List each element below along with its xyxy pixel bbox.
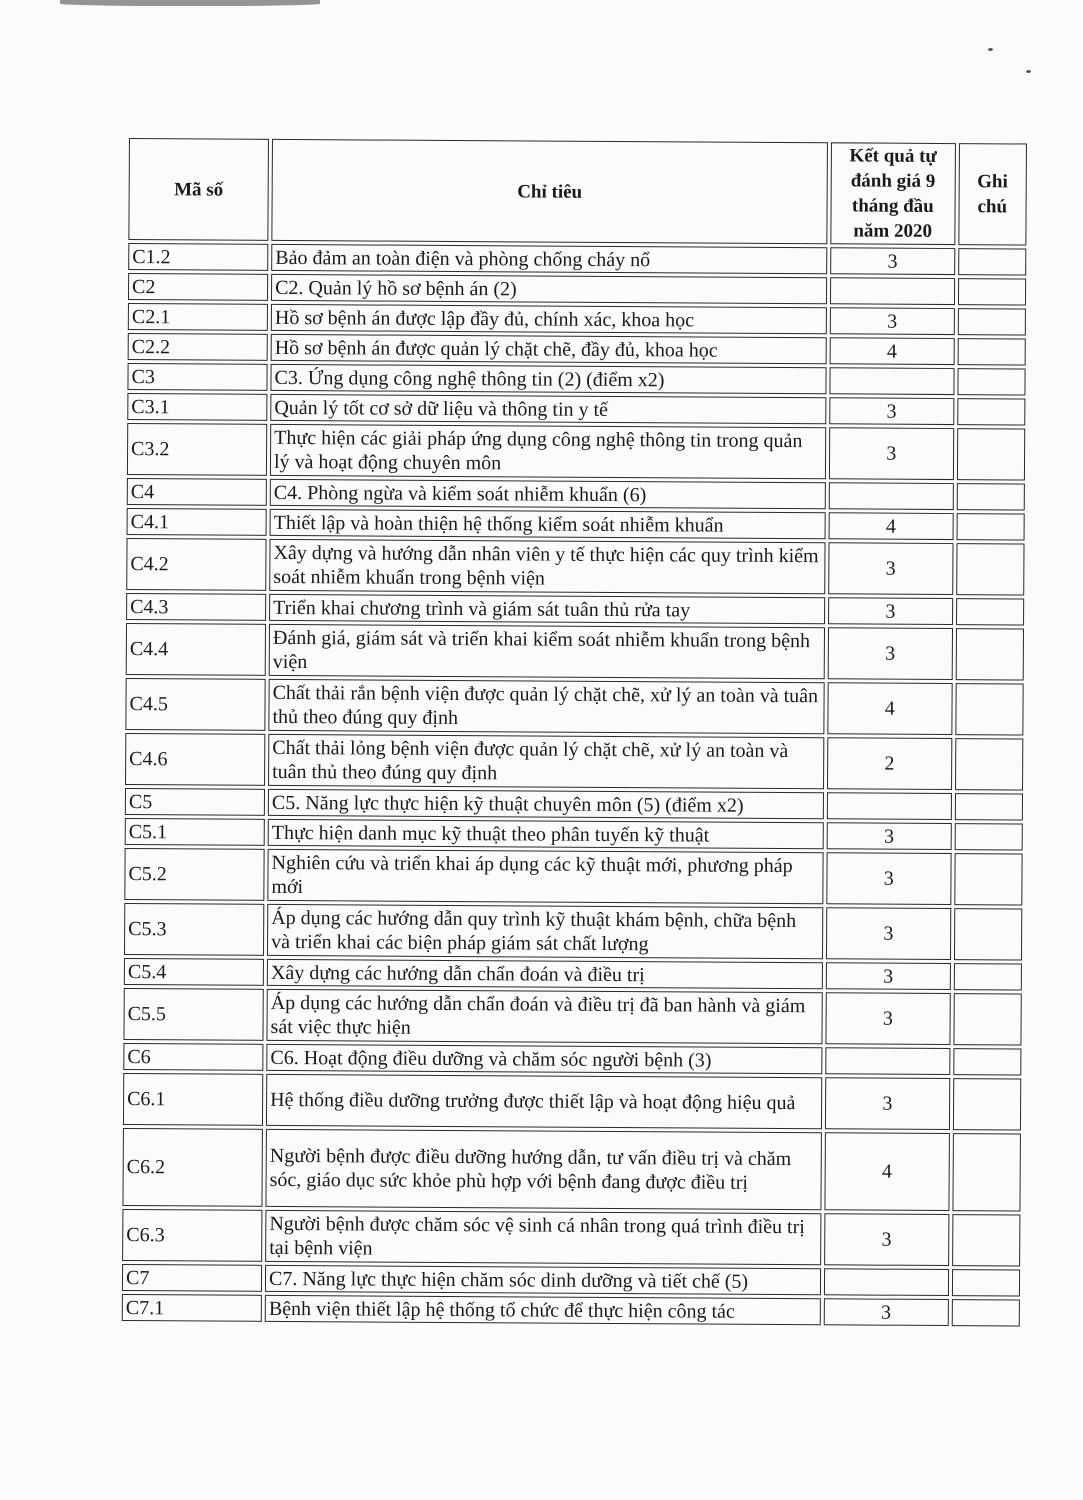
table-header-row xyxy=(128,138,1027,245)
cell-note xyxy=(956,428,1025,480)
cell-criterion: Chất thải lỏng bệnh viện được quản lý chặt chẽ, xử lý an toàn và tuân thủ theo đúng quy định xyxy=(268,734,824,789)
cell-code: C4.2 xyxy=(126,538,266,591)
table-row xyxy=(122,1294,1020,1326)
cell-score: 3 xyxy=(828,597,953,625)
cell-criterion: C4. Phòng ngừa và kiểm soát nhiễm khuẩn (6) xyxy=(270,479,826,509)
table-row xyxy=(127,508,1025,540)
table-row xyxy=(127,363,1025,395)
table-row xyxy=(124,848,1022,905)
cell-score: 3 xyxy=(824,1213,949,1266)
cell-code: C6.3 xyxy=(122,1209,262,1262)
cell-criterion: Áp dụng các hướng dẫn quy trình kỹ thuật khám bệnh, chữa bệnh và triển khai các biện pháp giám sát chất lượng xyxy=(267,904,823,959)
cell-note xyxy=(954,853,1023,905)
table-body xyxy=(122,243,1027,1326)
cell-code: C4.6 xyxy=(125,733,265,786)
cell-code: C7 xyxy=(122,1264,262,1292)
cell-code: C5.2 xyxy=(124,848,264,901)
header-result: Kết quả tự đánh giá 9 tháng đầu năm 2020 xyxy=(830,142,955,245)
table-row xyxy=(126,623,1024,680)
table-row xyxy=(127,393,1025,425)
cell-note xyxy=(957,308,1026,335)
cell-code: C5.1 xyxy=(125,818,265,846)
cell-criterion: C3. Ứng dụng công nghệ thông tin (2) (điểm x2) xyxy=(270,364,826,394)
cell-score: 3 xyxy=(828,542,953,595)
cell-score: 2 xyxy=(827,737,952,790)
table-row xyxy=(123,988,1021,1045)
cell-note xyxy=(957,398,1026,425)
scan-speck xyxy=(988,48,993,51)
cell-note xyxy=(956,543,1025,595)
cell-note xyxy=(958,248,1027,275)
cell-score: 3 xyxy=(825,992,950,1045)
table-row xyxy=(128,273,1026,305)
cell-criterion: Thiết lập và hoàn thiện hệ thống kiểm soát nhiễm khuẩn xyxy=(270,509,826,539)
cell-code: C2.1 xyxy=(128,303,268,331)
cell-note xyxy=(955,628,1024,680)
cell-note xyxy=(957,368,1026,395)
table-row xyxy=(123,1073,1021,1130)
cell-code: C4.1 xyxy=(127,508,267,536)
scan-speck xyxy=(1026,70,1031,73)
table-row xyxy=(128,243,1026,275)
cell-code: C7.1 xyxy=(122,1294,262,1322)
header-criterion: Chỉ tiêu xyxy=(271,139,828,244)
cell-code: C5.3 xyxy=(124,903,264,956)
table-row xyxy=(124,958,1022,990)
cell-code: C1.2 xyxy=(128,243,268,271)
cell-criterion: Triển khai chương trình và giám sát tuân thủ rửa tay xyxy=(269,594,825,624)
table-row xyxy=(128,303,1026,335)
cell-note xyxy=(956,513,1025,540)
cell-code: C6.2 xyxy=(122,1128,263,1207)
cell-score: 3 xyxy=(826,907,951,960)
table-row xyxy=(123,1043,1021,1075)
cell-note xyxy=(954,823,1023,850)
cell-criterion: Thực hiện danh mục kỹ thuật theo phân tuyến kỹ thuật xyxy=(268,819,824,849)
table-row xyxy=(125,818,1023,850)
cell-criterion: Nghiên cứu và triển khai áp dụng các kỹ thuật mới, phương pháp mới xyxy=(267,849,823,904)
assessment-table xyxy=(119,135,1030,1330)
cell-note xyxy=(954,793,1023,820)
cell-note xyxy=(953,908,1022,960)
cell-note xyxy=(956,483,1025,510)
cell-code: C4 xyxy=(127,478,267,506)
cell-score: 3 xyxy=(825,1077,950,1130)
cell-criterion: Người bệnh được điều dưỡng hướng dẫn, tư vấn điều trị và chăm sóc, giáo dục sức khỏe phù hợp với bệnh đang được điều trị xyxy=(265,1129,821,1210)
cell-score: 3 xyxy=(824,1298,949,1326)
cell-note xyxy=(955,738,1024,790)
cell-code: C4.5 xyxy=(125,678,265,731)
cell-score: 3 xyxy=(827,822,952,850)
table-row xyxy=(125,788,1023,820)
cell-criterion: Xây dựng các hướng dẫn chẩn đoán và điều trị xyxy=(267,959,823,989)
cell-criterion: C2. Quản lý hồ sơ bệnh án (2) xyxy=(271,274,827,304)
cell-code: C2 xyxy=(128,273,268,301)
cell-code: C4.3 xyxy=(126,593,266,621)
cell-criterion: Bệnh viện thiết lập hệ thống tổ chức để thực hiện công tác xyxy=(265,1295,821,1325)
cell-note xyxy=(957,278,1026,305)
cell-criterion: C5. Năng lực thực hiện kỹ thuật chuyên môn (5) (điểm x2) xyxy=(268,789,824,819)
cell-score: 3 xyxy=(828,627,953,680)
cell-score: 4 xyxy=(827,682,952,735)
table-row xyxy=(122,1264,1020,1296)
cell-code: C5.4 xyxy=(124,958,264,986)
cell-note xyxy=(957,338,1026,365)
cell-code: C6 xyxy=(123,1043,263,1071)
cell-criterion: Bảo đảm an toàn điện và phòng chống cháy nổ xyxy=(271,244,827,274)
table-row xyxy=(124,903,1022,960)
table-row xyxy=(125,733,1023,790)
cell-criterion: Hồ sơ bệnh án được lập đầy đủ, chính xác, khoa học xyxy=(271,304,827,334)
cell-code: C6.1 xyxy=(123,1073,263,1126)
cell-note xyxy=(953,963,1022,990)
cell-score: 3 xyxy=(830,247,955,275)
cell-note xyxy=(953,993,1022,1045)
cell-code: C3.2 xyxy=(127,423,267,476)
cell-note xyxy=(956,598,1025,625)
cell-criterion: Thực hiện các giải pháp ứng dụng công nghệ thông tin trong quản lý và hoạt động chuyên môn xyxy=(270,424,826,479)
table-row xyxy=(128,333,1026,365)
cell-criterion: Đánh giá, giám sát và triển khai kiểm soát nhiễm khuẩn trong bệnh viện xyxy=(269,624,825,679)
cell-note xyxy=(953,1048,1022,1075)
table-row xyxy=(127,478,1025,510)
cell-score xyxy=(824,1268,949,1296)
cell-code: C4.4 xyxy=(126,623,266,676)
cell-code: C3 xyxy=(127,363,267,391)
cell-note xyxy=(955,683,1024,735)
cell-score xyxy=(829,482,954,510)
table-row xyxy=(122,1128,1020,1211)
cell-score xyxy=(830,277,955,305)
table-row xyxy=(126,593,1024,625)
cell-score: 3 xyxy=(826,852,951,905)
cell-criterion: C6. Hoạt động điều dưỡng và chăm sóc người bệnh (3) xyxy=(266,1044,822,1074)
cell-score xyxy=(829,367,954,395)
table-row xyxy=(125,678,1023,735)
cell-criterion: Người bệnh được chăm sóc vệ sinh cá nhân trong quá trình điều trị tại bệnh viện xyxy=(265,1210,821,1265)
table-row xyxy=(127,423,1025,480)
cell-code: C3.1 xyxy=(127,393,267,421)
cell-score: 4 xyxy=(824,1132,949,1211)
cell-score xyxy=(825,1047,950,1075)
cell-note xyxy=(952,1214,1021,1266)
cell-criterion: Quản lý tốt cơ sở dữ liệu và thông tin y tế xyxy=(270,394,826,424)
cell-criterion: C7. Năng lực thực hiện chăm sóc dinh dưỡng và tiết chế (5) xyxy=(265,1265,821,1295)
cell-criterion: Chất thải rắn bệnh viện được quản lý chặt chẽ, xử lý an toàn và tuân thủ theo đúng quy định xyxy=(268,679,824,734)
cell-note xyxy=(952,1078,1021,1130)
cell-score: 3 xyxy=(829,397,954,425)
table-row xyxy=(126,538,1024,595)
cell-note xyxy=(952,1133,1021,1211)
scan-edge-shadow xyxy=(60,0,320,6)
table-row xyxy=(122,1209,1020,1266)
cell-criterion: Xây dựng và hướng dẫn nhân viên y tế thực hiện các quy trình kiểm soát nhiễm khuẩn trong bệnh viện xyxy=(269,539,825,594)
header-code: Mã số xyxy=(128,138,269,241)
cell-score: 3 xyxy=(829,427,954,480)
cell-score: 4 xyxy=(830,337,955,365)
header-note: Ghi chú xyxy=(958,143,1027,245)
cell-score xyxy=(827,792,952,820)
cell-score: 3 xyxy=(826,962,951,990)
cell-note xyxy=(951,1269,1020,1296)
cell-criterion: Áp dụng các hướng dẫn chẩn đoán và điều trị đã ban hành và giám sát việc thực hiện xyxy=(267,989,823,1044)
cell-score: 4 xyxy=(829,512,954,540)
cell-score: 3 xyxy=(830,307,955,335)
cell-note xyxy=(951,1299,1020,1326)
cell-criterion: Hệ thống điều dưỡng trưởng được thiết lập và hoạt động hiệu quả xyxy=(266,1074,822,1129)
cell-criterion: Hồ sơ bệnh án được quản lý chặt chẽ, đầy đủ, khoa học xyxy=(271,334,827,364)
cell-code: C5.5 xyxy=(123,988,263,1041)
cell-code: C5 xyxy=(125,788,265,816)
cell-code: C2.2 xyxy=(128,333,268,361)
